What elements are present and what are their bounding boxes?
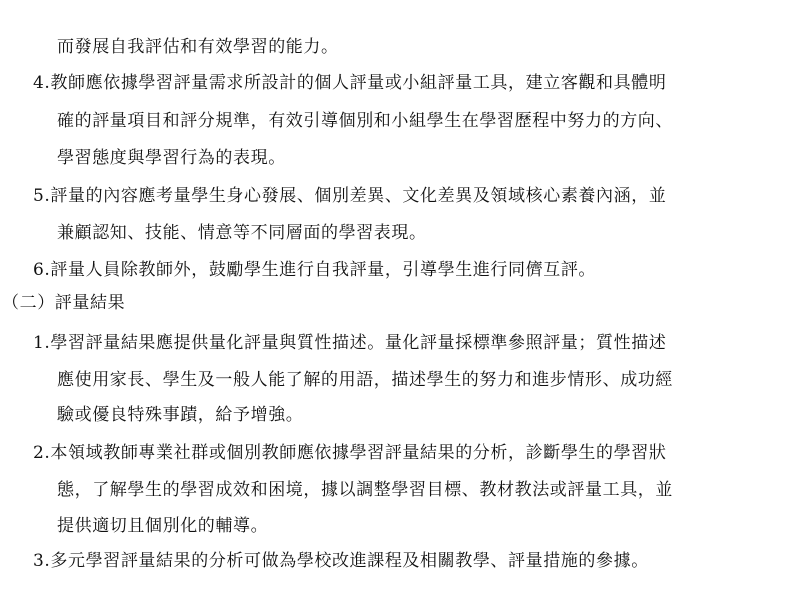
list-item-5-line-2: 兼顧認知、技能、情意等不同層面的學習表現。 xyxy=(57,223,427,243)
list-item-text: 本領域教師專業社群或個別教師應依據學習評量結果的分析，診斷學生的學習狀 xyxy=(50,443,667,463)
result-item-1-line-3: 驗或優良特殊事蹟，給予增強。 xyxy=(57,405,304,425)
result-item-2-line-2: 態，了解學生的學習成效和困境，據以調整學習目標、教材教法或評量工具，並 xyxy=(57,480,673,500)
list-item-number: 1. xyxy=(33,333,51,353)
list-item-text: 評量人員除教師外，鼓勵學生進行自我評量，引導學生進行同儕互評。 xyxy=(50,260,597,280)
result-item-3-line-1 xyxy=(33,551,649,571)
result-item-2-line-3: 提供適切且個別化的輔導。 xyxy=(57,516,269,536)
list-item-text: 多元學習評量結果的分析可做為學校改進課程及相關教學、評量措施的參據。 xyxy=(50,551,649,571)
list-item-5-line-1 xyxy=(33,186,666,206)
list-item-text: 評量的內容應考量學生身心發展、個別差異、文化差異及領域核心素養內涵，並 xyxy=(50,186,667,206)
result-item-1-line-2: 應使用家長、學生及一般人能了解的用語，描述學生的努力和進步情形、成功經 xyxy=(57,370,673,390)
result-item-2-line-1 xyxy=(33,443,666,463)
list-item-4-line-2: 確的評量項目和評分規準，有效引導個別和小組學生在學習歷程中努力的方向、 xyxy=(57,111,673,131)
list-item-number: 2. xyxy=(33,443,51,463)
list-item-number: 5. xyxy=(33,186,51,206)
list-item-text: 教師應依據學習評量需求所設計的個人評量或小組評量工具，建立客觀和具體明 xyxy=(50,73,667,93)
list-item-number: 6. xyxy=(33,260,51,280)
list-item-4-line-1 xyxy=(33,73,666,93)
list-item-6-line-1 xyxy=(33,260,596,280)
list-item-number: 4. xyxy=(33,73,51,93)
section-heading: （二）評量結果 xyxy=(2,293,126,313)
result-item-1-line-1 xyxy=(33,333,666,353)
list-item-number: 3. xyxy=(33,551,51,571)
list-item-4-line-3: 學習態度與學習行為的表現。 xyxy=(57,148,286,168)
paragraph-continuation: 而發展自我評估和有效學習的能力。 xyxy=(57,37,339,57)
list-item-text: 學習評量結果應提供量化評量與質性描述。量化評量採標準參照評量；質性描述 xyxy=(50,333,667,353)
